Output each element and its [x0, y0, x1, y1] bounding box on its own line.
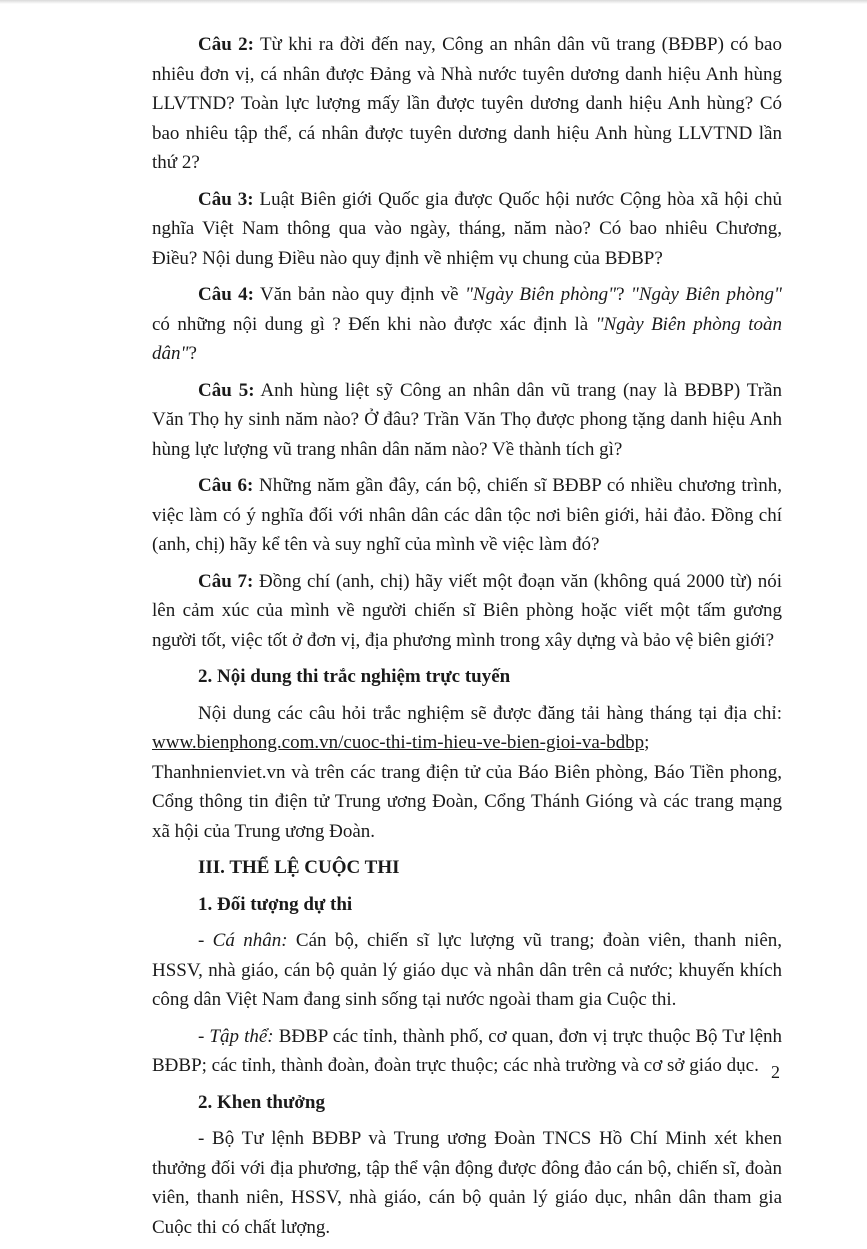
- section-2-heading: 2. Nội dung thi trắc nghiệm trực tuyến: [198, 666, 511, 687]
- collective-label: - Tập thể:: [198, 1025, 274, 1047]
- question-label: Câu 3:: [198, 188, 254, 210]
- section-3-heading: III. THỂ LỆ CUỘC THI: [198, 857, 400, 878]
- question-text: ?: [616, 284, 631, 305]
- question-text: Anh hùng liệt sỹ Công an nhân dân vũ trang (nay là BĐBP) Trần Văn Thọ hy sinh năm nào? Ở đâu? Trần Văn Thọ được phong tặng danh hiệu Anh hùng lực lượng vũ trang nhân dân năm nào? Về thành tích gì?: [152, 379, 782, 460]
- individual-text: Cán bộ, chiến sĩ lực lượng vũ trang; đoàn viên, thanh niên, HSSV, nhà giáo, cán bộ quản lý giáo dục và nhân dân trên cả nước; khuyến khích công dân Việt Nam đang sinh sống tại nước ngoài tham gia Cuộc thi.: [152, 930, 783, 1010]
- participants-heading: 1. Đối tượng dự thi: [198, 893, 353, 915]
- participants-collective: [152, 1022, 782, 1081]
- question-2: [152, 30, 782, 178]
- question-emphasis: "Ngày Biên phòng": [630, 284, 783, 305]
- scan-edge: [0, 0, 867, 4]
- question-text: Những năm gần đây, cán bộ, chiến sĩ BĐBP có nhiều chương trình, việc làm có ý nghĩa đối với nhân dân các dân tộc nơi biên giới, hải đảo. Đồng chí (anh, chị) hãy kể tên và suy nghĩ của mình về việc làm đó?: [152, 475, 782, 555]
- rewards-heading: 2. Khen thưởng: [198, 1091, 325, 1113]
- page-number: 2: [771, 1062, 780, 1082]
- question-emphasis: "Ngày Biên phòng": [464, 284, 617, 305]
- question-label: Câu 5:: [198, 379, 255, 401]
- question-3: [152, 185, 782, 274]
- section-2-text: ; Thanhnienviet.vn và trên các trang điện tử của Báo Biên phòng, Báo Tiền phong, Cổng thông tin điện tử Trung ương Đoàn, Cổng Thánh Gióng và các trang mạng xã hội của Trung ương Đoàn.: [152, 732, 782, 842]
- question-text: Từ khi ra đời đến nay, Công an nhân dân vũ trang (BĐBP) có bao nhiêu đơn vị, cá nhân được Đảng và Nhà nước tuyên dương danh hiệu Anh hùng LLVTND? Toàn lực lượng mấy lần được tuyên dương danh hiệu Anh hùng? Có bao nhiêu tập thể, cá nhân được tuyên dương danh hiệu Anh hùng LLVTND lần thứ 2?: [152, 34, 782, 173]
- contest-url-link[interactable]: www.bienphong.com.vn/cuoc-thi-tim-hieu-ve-bien-gioi-va-bdbp: [152, 732, 645, 753]
- section-2-body: [152, 699, 782, 847]
- individual-label: - Cá nhân:: [198, 930, 288, 951]
- question-label: Câu 6:: [198, 475, 254, 496]
- question-text: Luật Biên giới Quốc gia được Quốc hội nước Cộng hòa xã hội chủ nghĩa Việt Nam thông qua vào ngày, tháng, năm nào? Có bao nhiêu Chương, Điều? Nội dung Điều nào quy định về nhiệm vụ chung của BĐBP?: [152, 188, 782, 269]
- question-4: [152, 280, 782, 369]
- question-text: ?: [188, 343, 197, 364]
- question-6: [152, 471, 782, 560]
- question-text: Văn bản nào quy định về: [253, 284, 465, 305]
- section-2-text: Nội dung các câu hỏi trắc nghiệm sẽ được đăng tải hàng tháng tại địa chỉ:: [198, 702, 782, 724]
- participants-individual: [152, 926, 782, 1015]
- question-label: Câu 4:: [198, 284, 254, 305]
- question-label: Câu 2:: [198, 34, 254, 55]
- question-text: Đồng chí (anh, chị) hãy viết một đoạn văn (không quá 2000 từ) nói lên cảm xúc của mình về người chiến sĩ Biên phòng hoặc viết một tấm gương người tốt, việc tốt ở đơn vị, địa phương mình trong xây dựng và bảo vệ biên giới?: [152, 570, 782, 651]
- document-page: [152, 30, 782, 1249]
- question-text: có những nội dung gì ? Đến khi nào được xác định là: [152, 313, 596, 335]
- collective-text: BĐBP các tỉnh, thành phố, cơ quan, đơn vị trực thuộc Bộ Tư lệnh BĐBP; các tỉnh, thành đoàn, đoàn trực thuộc; các nhà trường và cơ sở giáo dục.: [152, 1025, 783, 1076]
- rewards-body: - Bộ Tư lệnh BĐBP và Trung ương Đoàn TNCS Hồ Chí Minh xét khen thưởng đối với địa phương, tập thể vận động được đông đảo cán bộ, chiến sĩ, đoàn viên, thanh niên, HSSV, nhà giáo, cán bộ quản lý giáo dục, nhân dân tham gia Cuộc thi có chất lượng.: [152, 1128, 782, 1238]
- question-7: [152, 567, 782, 656]
- question-label: Câu 7:: [198, 570, 254, 592]
- question-5: [152, 376, 782, 465]
- question-emphasis: "Ngày Biên phòng toàn dân": [152, 313, 782, 364]
